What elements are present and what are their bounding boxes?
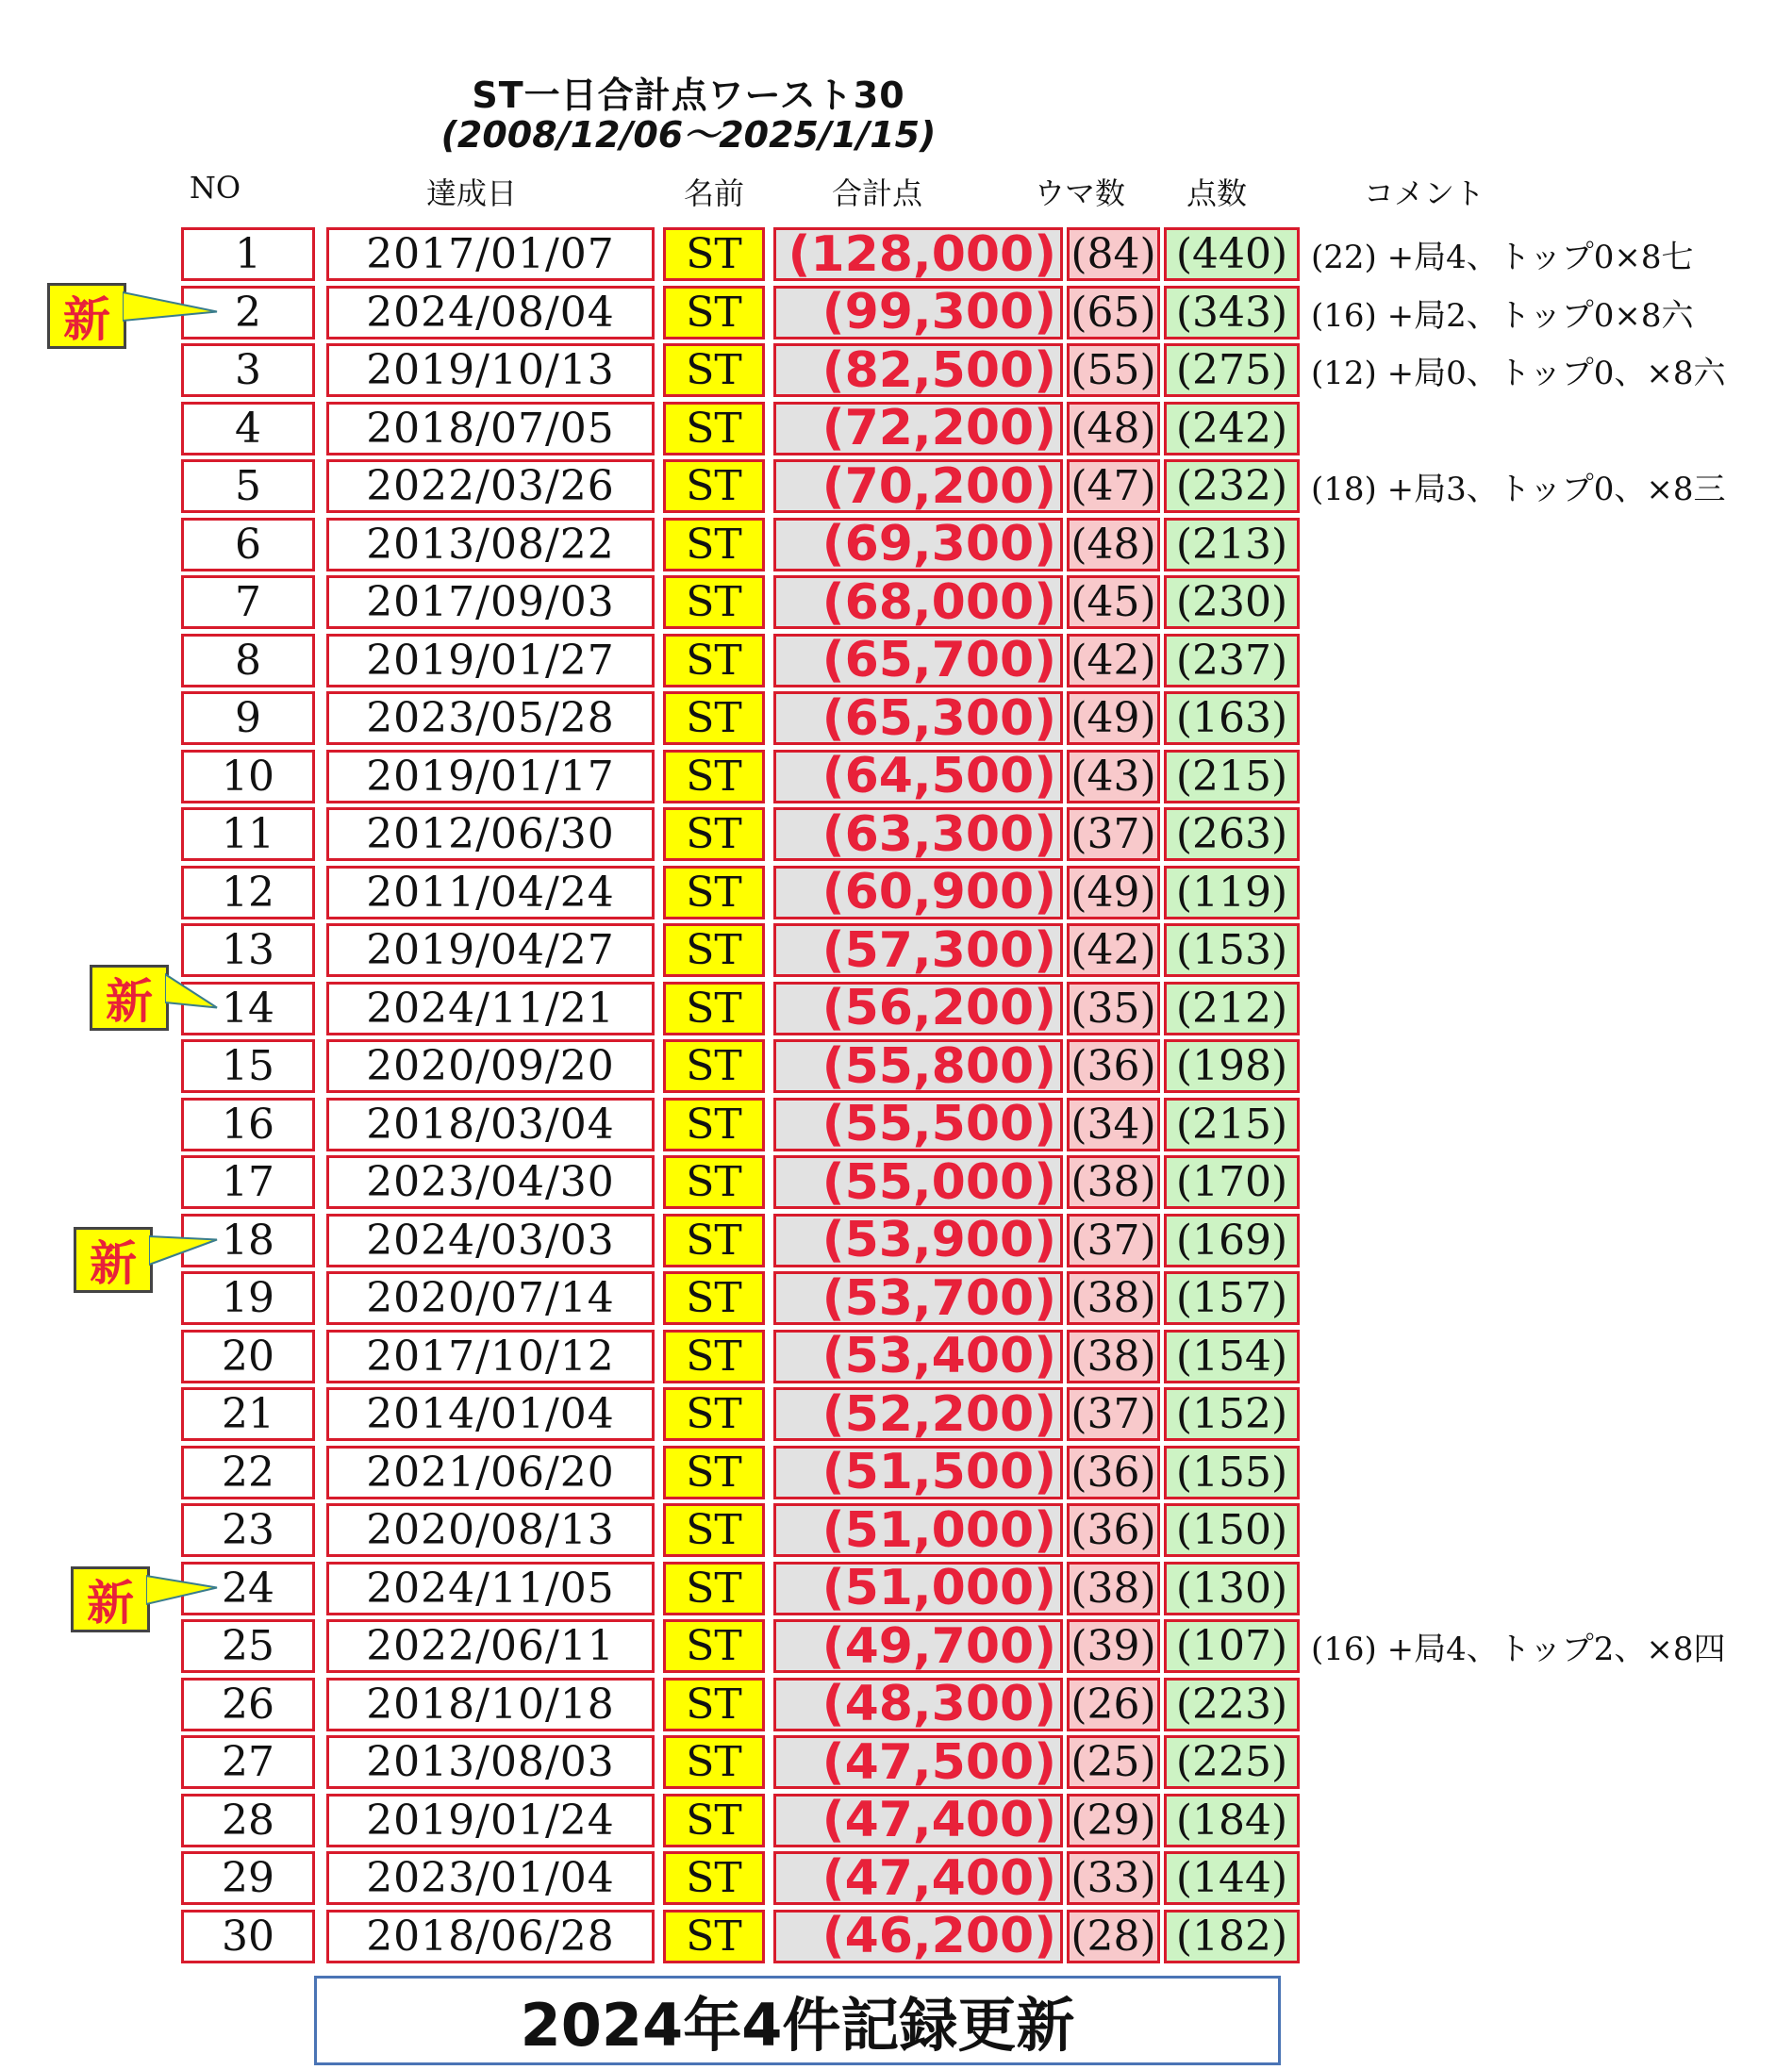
row-name: ST [663,1214,765,1267]
page-title: ST一日合計点ワースト30 [472,75,905,116]
row-date: 2013/08/03 [326,1735,655,1789]
row-date: 2024/03/03 [326,1214,655,1267]
row-date: 2020/08/13 [326,1503,655,1557]
table-row [0,1910,1792,1963]
row-number: 10 [181,750,315,803]
row-total: (51,000) [773,1562,1063,1615]
row-number: 8 [181,634,315,687]
row-comment: (22) +局4、トップ0×8七 [1311,239,1694,276]
row-name: ST [663,1155,765,1209]
row-uma: (29) [1067,1794,1160,1847]
row-number: 6 [181,518,315,571]
row-number: 9 [181,691,315,745]
row-name: ST [663,459,765,513]
row-points: (154) [1164,1330,1300,1383]
row-total: (69,300) [773,518,1063,571]
row-number: 4 [181,402,315,455]
new-record-badge: 新 [74,1227,153,1293]
row-total: (57,300) [773,923,1063,977]
table-row [0,1619,1792,1673]
row-date: 2023/04/30 [326,1155,655,1209]
header-comment: コメント [1363,175,1485,211]
row-name: ST [663,1910,765,1963]
row-date: 2018/06/28 [326,1910,655,1963]
row-number: 13 [181,923,315,977]
table-row [0,459,1792,513]
row-total: (99,300) [773,286,1063,339]
row-date: 2020/09/20 [326,1039,655,1093]
row-name: ST [663,1503,765,1557]
row-points: (144) [1164,1851,1300,1905]
row-name: ST [663,1851,765,1905]
row-name: ST [663,1794,765,1847]
row-uma: (45) [1067,575,1160,629]
row-name: ST [663,1735,765,1789]
row-date: 2022/03/26 [326,459,655,513]
row-name: ST [663,750,765,803]
row-name: ST [663,634,765,687]
row-points: (343) [1164,286,1300,339]
row-name: ST [663,866,765,919]
row-date: 2014/01/04 [326,1387,655,1441]
row-points: (184) [1164,1794,1300,1847]
row-date: 2017/10/12 [326,1330,655,1383]
row-number: 18 [181,1214,315,1267]
row-date: 2023/01/04 [326,1851,655,1905]
row-total: (49,700) [773,1619,1063,1673]
row-points: (275) [1164,343,1300,397]
row-number: 22 [181,1446,315,1499]
row-name: ST [663,1678,765,1731]
row-total: (53,400) [773,1330,1063,1383]
header-no: NO [189,170,241,206]
row-date: 2019/01/27 [326,634,655,687]
row-name: ST [663,227,765,281]
row-points: (163) [1164,691,1300,745]
row-points: (157) [1164,1271,1300,1325]
new-record-badge: 新 [71,1566,150,1632]
row-total: (47,500) [773,1735,1063,1789]
table-row [0,982,1792,1035]
row-number: 2 [181,286,315,339]
row-uma: (26) [1067,1678,1160,1731]
row-uma: (33) [1067,1851,1160,1905]
row-total: (70,200) [773,459,1063,513]
row-name: ST [663,923,765,977]
row-name: ST [663,286,765,339]
row-name: ST [663,1098,765,1151]
row-uma: (48) [1067,402,1160,455]
table-row [0,1794,1792,1847]
page-period: (2008/12/06～2025/1/15) [440,114,937,156]
row-name: ST [663,1619,765,1673]
row-date: 2019/01/24 [326,1794,655,1847]
row-date: 2018/07/05 [326,402,655,455]
callout-arrow [146,1566,226,1642]
row-total: (65,700) [773,634,1063,687]
row-uma: (25) [1067,1735,1160,1789]
row-name: ST [663,402,765,455]
table-row [0,923,1792,977]
row-uma: (36) [1067,1446,1160,1499]
row-comment: (18) +局3、トップ0、×8三 [1311,471,1726,508]
row-number: 12 [181,866,315,919]
row-name: ST [663,807,765,861]
row-total: (51,500) [773,1446,1063,1499]
row-uma: (38) [1067,1271,1160,1325]
row-number: 16 [181,1098,315,1151]
row-date: 2022/06/11 [326,1619,655,1673]
row-date: 2017/09/03 [326,575,655,629]
row-date: 2013/08/22 [326,518,655,571]
table-row [0,866,1792,919]
row-date: 2011/04/24 [326,866,655,919]
row-total: (52,200) [773,1387,1063,1441]
table-row [0,1330,1792,1383]
row-total: (53,900) [773,1214,1063,1267]
row-date: 2024/08/04 [326,286,655,339]
row-uma: (36) [1067,1503,1160,1557]
row-name: ST [663,1562,765,1615]
row-date: 2023/05/28 [326,691,655,745]
row-uma: (42) [1067,923,1160,977]
row-name: ST [663,1387,765,1441]
row-date: 2024/11/21 [326,982,655,1035]
row-number: 11 [181,807,315,861]
row-number: 14 [181,982,315,1035]
table-row [0,634,1792,687]
row-total: (60,900) [773,866,1063,919]
row-points: (225) [1164,1735,1300,1789]
row-number: 19 [181,1271,315,1325]
row-name: ST [663,343,765,397]
row-total: (72,200) [773,402,1063,455]
row-number: 25 [181,1619,315,1673]
row-uma: (39) [1067,1619,1160,1673]
header-date: 達成日 [425,175,517,211]
row-points: (130) [1164,1562,1300,1615]
row-date: 2019/01/17 [326,750,655,803]
row-date: 2017/01/07 [326,227,655,281]
row-points: (150) [1164,1503,1300,1557]
row-date: 2019/04/27 [326,923,655,977]
row-date: 2021/06/20 [326,1446,655,1499]
row-name: ST [663,1271,765,1325]
row-points: (169) [1164,1214,1300,1267]
row-name: ST [663,1330,765,1383]
row-points: (215) [1164,1098,1300,1151]
callout-arrow [149,1227,226,1302]
table-row [0,1271,1792,1325]
row-points: (212) [1164,982,1300,1035]
row-points: (242) [1164,402,1300,455]
row-number: 24 [181,1562,315,1615]
row-number: 1 [181,227,315,281]
table-row [0,1562,1792,1615]
row-uma: (36) [1067,1039,1160,1093]
row-points: (107) [1164,1619,1300,1673]
row-number: 23 [181,1503,315,1557]
table-row [0,750,1792,803]
row-total: (56,200) [773,982,1063,1035]
row-number: 29 [181,1851,315,1905]
row-uma: (38) [1067,1562,1160,1615]
header-name: 名前 [683,175,744,211]
footer-banner: 2024年4件記録更新 [314,1976,1281,2065]
row-date: 2020/07/14 [326,1271,655,1325]
row-date: 2018/03/04 [326,1098,655,1151]
row-total: (55,800) [773,1039,1063,1093]
callout-arrow [165,965,226,1040]
row-name: ST [663,691,765,745]
row-points: (237) [1164,634,1300,687]
table-row [0,575,1792,629]
header-uma: ウマ数 [1034,175,1125,211]
row-name: ST [663,518,765,571]
row-uma: (28) [1067,1910,1160,1963]
table-row [0,1039,1792,1093]
table-row [0,1387,1792,1441]
table-row [0,1735,1792,1789]
row-number: 7 [181,575,315,629]
row-uma: (48) [1067,518,1160,571]
table-row [0,402,1792,455]
row-name: ST [663,1039,765,1093]
row-number: 27 [181,1735,315,1789]
row-date: 2019/10/13 [326,343,655,397]
row-total: (68,000) [773,575,1063,629]
row-points: (223) [1164,1678,1300,1731]
row-total: (47,400) [773,1851,1063,1905]
header-total: 合計点 [831,175,922,211]
table-row [0,518,1792,571]
row-points: (182) [1164,1910,1300,1963]
row-points: (152) [1164,1387,1300,1441]
row-uma: (37) [1067,1387,1160,1441]
row-points: (232) [1164,459,1300,513]
row-name: ST [663,575,765,629]
row-uma: (84) [1067,227,1160,281]
new-record-badge: 新 [47,283,126,349]
row-points: (213) [1164,518,1300,571]
row-uma: (55) [1067,343,1160,397]
row-total: (55,000) [773,1155,1063,1209]
row-total: (53,700) [773,1271,1063,1325]
row-uma: (37) [1067,807,1160,861]
table-row [0,1446,1792,1499]
table-row [0,227,1792,281]
row-number: 28 [181,1794,315,1847]
row-points: (230) [1164,575,1300,629]
row-points: (215) [1164,750,1300,803]
row-uma: (37) [1067,1214,1160,1267]
callout-arrow [123,283,226,358]
row-number: 30 [181,1910,315,1963]
row-date: 2012/06/30 [326,807,655,861]
row-uma: (49) [1067,691,1160,745]
row-comment: (12) +局0、トップ0、×8六 [1311,355,1726,392]
row-uma: (42) [1067,634,1160,687]
table-row [0,286,1792,339]
row-number: 5 [181,459,315,513]
row-name: ST [663,1446,765,1499]
row-total: (47,400) [773,1794,1063,1847]
row-points: (155) [1164,1446,1300,1499]
row-number: 17 [181,1155,315,1209]
row-points: (119) [1164,866,1300,919]
row-total: (46,200) [773,1910,1063,1963]
table-row [0,1155,1792,1209]
table-row [0,691,1792,745]
table-row [0,1851,1792,1905]
row-total: (48,300) [773,1678,1063,1731]
row-total: (65,300) [773,691,1063,745]
row-number: 3 [181,343,315,397]
row-total: (128,000) [773,227,1063,281]
row-number: 20 [181,1330,315,1383]
row-points: (440) [1164,227,1300,281]
new-record-badge: 新 [90,965,169,1031]
row-uma: (49) [1067,866,1160,919]
header-points: 点数 [1186,175,1247,211]
row-number: 21 [181,1387,315,1441]
row-date: 2018/10/18 [326,1678,655,1731]
row-comment: (16) +局2、トップ0×8六 [1311,296,1694,335]
row-uma: (43) [1067,750,1160,803]
row-date: 2024/11/05 [326,1562,655,1615]
row-uma: (38) [1067,1330,1160,1383]
row-number: 15 [181,1039,315,1093]
row-points: (263) [1164,807,1300,861]
row-uma: (47) [1067,459,1160,513]
table-row [0,1503,1792,1557]
table-row [0,807,1792,861]
table-row [0,1214,1792,1267]
row-uma: (34) [1067,1098,1160,1151]
row-points: (198) [1164,1039,1300,1093]
row-points: (153) [1164,923,1300,977]
row-total: (63,300) [773,807,1063,861]
row-total: (51,000) [773,1503,1063,1557]
row-number: 26 [181,1678,315,1731]
table-row [0,343,1792,397]
row-total: (55,500) [773,1098,1063,1151]
row-total: (64,500) [773,750,1063,803]
row-points: (170) [1164,1155,1300,1209]
table-row [0,1678,1792,1731]
row-comment: (16) +局4、トップ2、×8四 [1311,1631,1726,1668]
row-uma: (38) [1067,1155,1160,1209]
row-total: (82,500) [773,343,1063,397]
table-row [0,1098,1792,1151]
row-uma: (35) [1067,982,1160,1035]
row-name: ST [663,982,765,1035]
row-uma: (65) [1067,286,1160,339]
